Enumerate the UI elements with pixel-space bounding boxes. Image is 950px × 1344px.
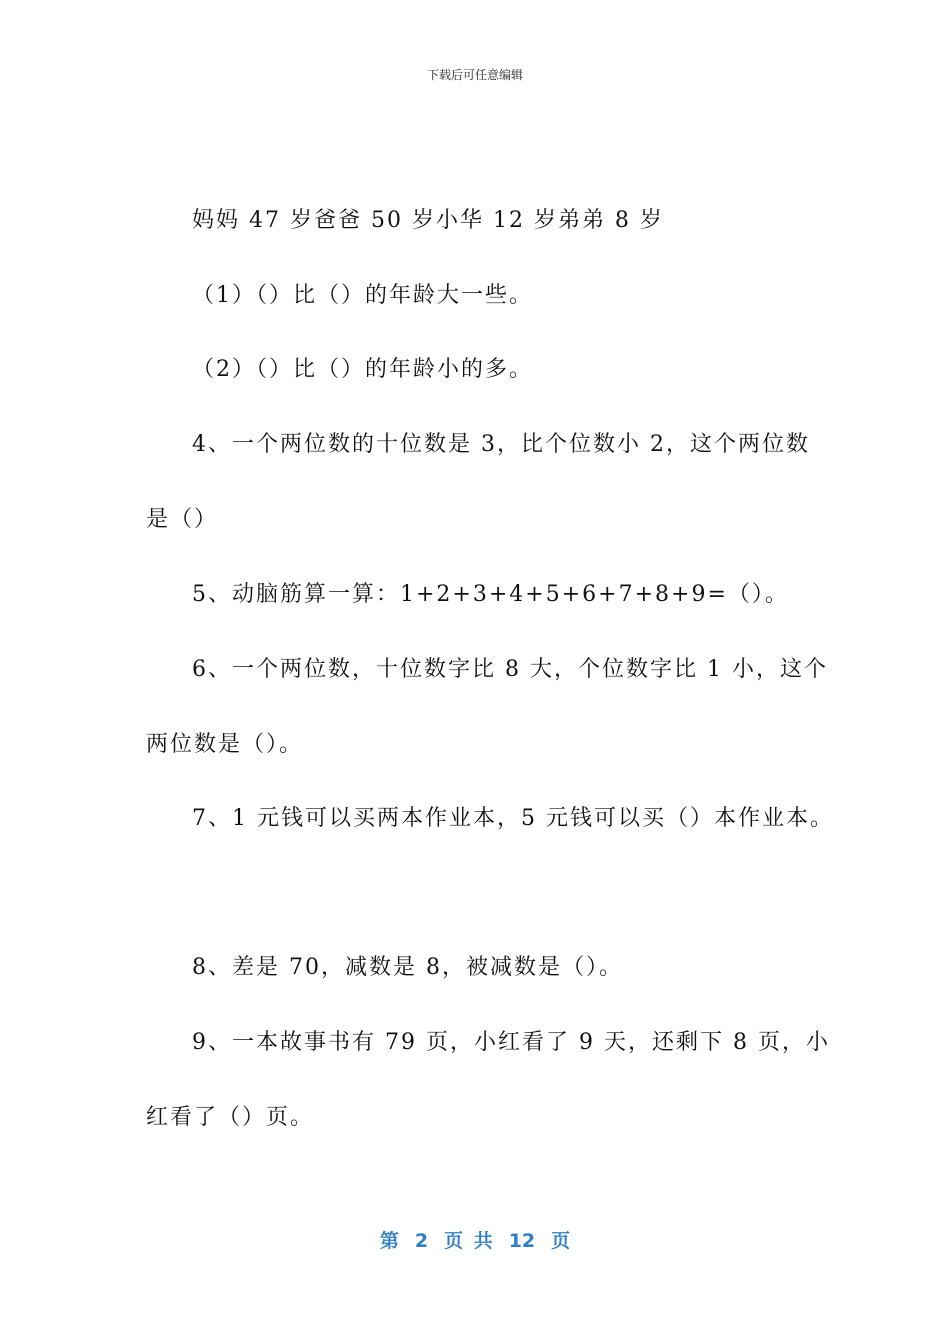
question-9-line-1: 9、一本故事书有 79 页，小红看了 9 天，还剩下 8 页，小: [192, 1030, 830, 1055]
page-footer: [0, 1226, 950, 1253]
footer-current-page: 2: [414, 1230, 429, 1252]
footer-total-pages: 12: [508, 1230, 536, 1252]
footer-prefix: 第: [379, 1230, 399, 1252]
text-line-ages: 妈妈 47 岁爸爸 50 岁小华 12 岁弟弟 8 岁: [192, 208, 664, 233]
footer-suffix: 页: [551, 1230, 571, 1252]
question-6-line-2: 两位数是（）。: [146, 732, 304, 757]
question-8: 8、差是 70，减数是 8，被减数是（）。: [192, 955, 623, 980]
question-4-line-2: 是（）: [146, 507, 219, 532]
text-line-sub-2: （2）（）比（）的年龄小的多。: [192, 357, 533, 382]
question-5: 5、动脑筋算一算：1+2+3+4+5+6+7+8+9=（）。: [192, 582, 789, 607]
footer-middle: 页 共: [444, 1230, 493, 1252]
question-6-line-1: 6、一个两位数，十位数字比 8 大，个位数字比 1 小，这个: [192, 657, 828, 682]
question-7: 7、1 元钱可以买两本作业本，5 元钱可以买（）本作业本。: [192, 806, 834, 831]
text-line-sub-1: （1）（）比（）的年龄大一些。: [192, 283, 533, 308]
page-header: 下载后可任意编辑: [426, 68, 523, 82]
question-9-line-2: 红看了（）页。: [146, 1105, 315, 1130]
question-4-line-1: 4、一个两位数的十位数是 3，比个位数小 2，这个两位数: [192, 432, 810, 457]
